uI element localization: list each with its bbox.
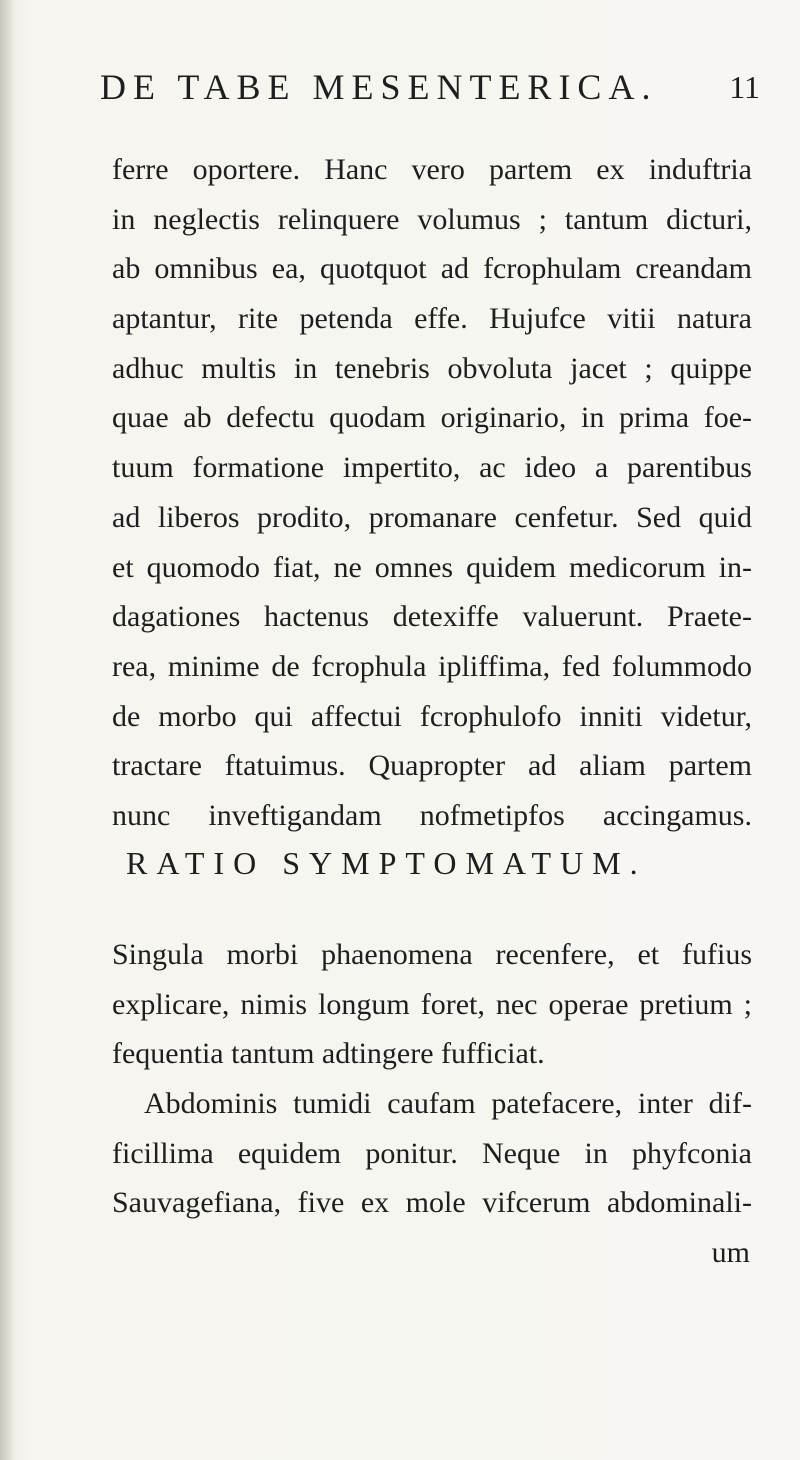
text-line: ferre oportere. Hanc vero partem ex induftria [112,153,752,186]
text-line: ad liberos prodito, promanare cenfetur. Sed quid [112,500,752,534]
text-line: quae ab defectu quodam originario, in prima foe- [112,401,752,435]
section-heading: RATIO SYMPTOMATUM. [126,845,647,881]
text-line: dagationes hactenus detexiffe valuerunt. Praete- [112,600,752,634]
paragraph-1 [112,145,752,841]
page-header [100,62,760,112]
paragraph-2 [112,930,752,1278]
text-line: explicare, nimis longum foret, nec operae pretium ; [112,987,752,1021]
text-line: fequentia tantum adtingere fufficiat. [112,1037,545,1071]
text-line: nunc inveftigandam nofmetipfos accingamus. [112,798,752,832]
text-line: um [711,1236,750,1270]
running-title: DE TABE MESENTERICA. [100,67,658,107]
text-line: ab omnibus ea, quotquot ad fcrophulam creandam [112,252,752,286]
text-line: tuum formatione impertito, ac ideo a parentibus [112,451,752,485]
text-line: rea, minime de fcrophula ipliffima, fed folummodo [112,649,752,683]
text-line: adhuc multis in tenebris obvoluta jacet ; quippe [112,351,752,385]
page-number: 11 [729,69,760,105]
page-gutter-shadow [0,0,14,1460]
text-line: tractare ftatuimus. Quapropter ad aliam partem [112,749,752,783]
text-line: ficillima equidem ponitur. Neque in phyfconia [112,1136,752,1170]
text-line: Sauvagefiana, five ex mole vifcerum abdominali- [112,1186,752,1220]
text-line: et quomodo fiat, ne omnes quidem medicorum in- [112,550,752,584]
text-line: Singula morbi phaenomena recenfere, et fufius [112,938,752,971]
text-line: de morbo qui affectui fcrophulofo inniti videtur, [112,699,752,733]
text-line: in neglectis relinquere volumus ; tantum dicturi, [112,202,752,236]
text-line: Abdominis tumidi caufam patefacere, inter dif- [144,1087,752,1121]
text-line: aptantur, rite petenda effe. Hujufce vitii natura [112,302,752,336]
